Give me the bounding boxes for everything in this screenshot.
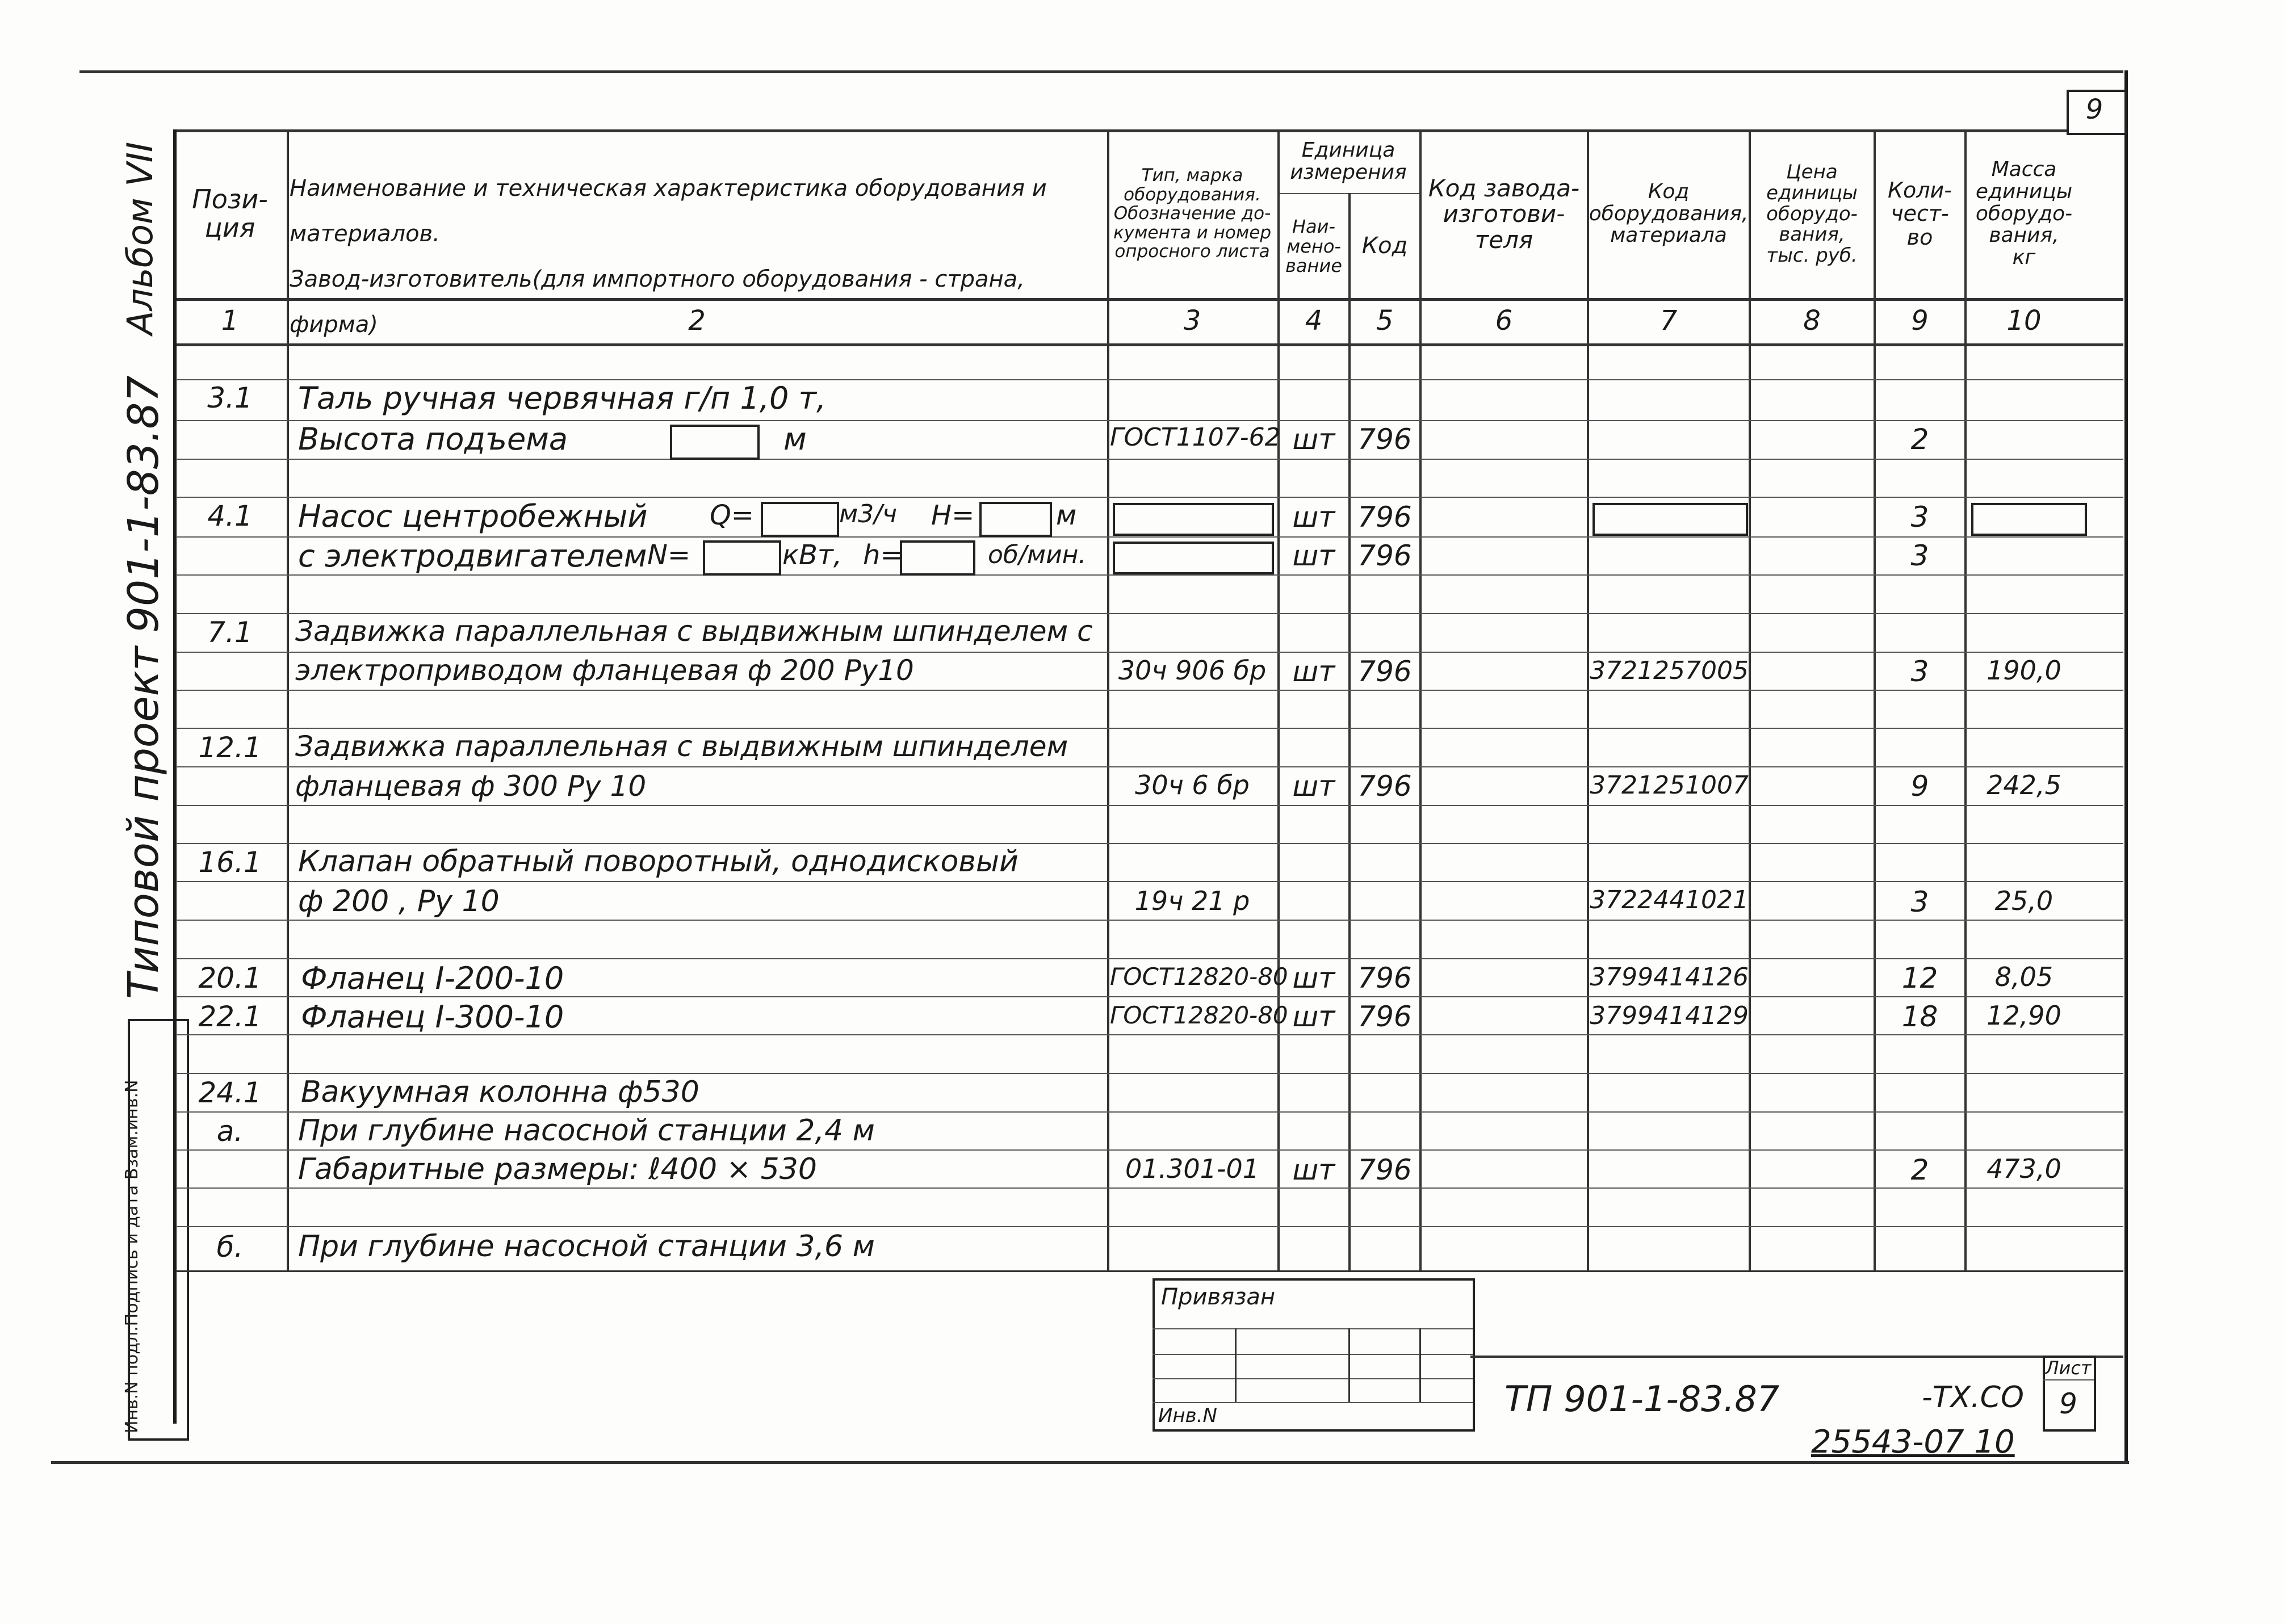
frame-bottom-line — [51, 1461, 2129, 1464]
col-line-1 — [287, 129, 289, 1270]
q-unit: м3/ч — [839, 500, 898, 528]
type-input-box — [1113, 542, 1274, 574]
rpm-input-box — [900, 540, 975, 576]
row-sep — [176, 613, 2123, 614]
row-unit-code: 796 — [1357, 1000, 1412, 1033]
document-code: ТП 901-1-83.87 — [1504, 1378, 1780, 1420]
header-type: Тип, марка оборудования. Обозначение до- кумента и номер опросного листа — [1113, 165, 1272, 262]
row-position: а. — [216, 1115, 244, 1148]
header-position: Пози- ция — [192, 184, 268, 243]
row-name: с электродвигателем — [298, 538, 647, 574]
type-input-box — [1113, 503, 1274, 536]
equipment-input-box — [1592, 503, 1748, 536]
row-sep — [176, 1187, 2123, 1189]
tb-line — [1153, 1378, 1473, 1379]
sheet-number: 9 — [2085, 94, 2103, 126]
row-name: Насос центробежный — [298, 498, 648, 534]
row-mass: 8,05 — [1994, 962, 2053, 992]
row-qty: 3 — [1910, 501, 1929, 534]
row-type: ГОСТ12820-80 — [1110, 1001, 1288, 1029]
row-equipment-code: 3721257005 — [1590, 656, 1749, 685]
row-name: При глубине насосной станции 3,6 м — [298, 1229, 875, 1264]
row-unit-code: 796 — [1357, 1153, 1412, 1186]
row-sep — [176, 766, 2123, 767]
row-name: Задвижка параллельная с выдвижным шпинделем — [295, 730, 1068, 763]
row-unit-code: 796 — [1357, 655, 1412, 688]
row-sep — [176, 728, 2123, 729]
row-unit-code: 796 — [1357, 423, 1412, 456]
row-equipment-code: 3721251007 — [1590, 771, 1749, 800]
tb-col — [1348, 1328, 1350, 1402]
row-equipment-code: 3799414126 — [1590, 963, 1749, 992]
n-label: N= — [647, 539, 691, 571]
frame-right-line — [2124, 70, 2128, 1461]
row-unit-code: 796 — [1357, 539, 1412, 572]
frame-top-line — [79, 70, 2123, 73]
inv-label: Инв.N — [1158, 1404, 1217, 1427]
row-name: Фланец I-300-10 — [301, 999, 564, 1035]
height-unit: м — [783, 421, 807, 457]
row-position: б. — [216, 1231, 244, 1264]
row-name: Габаритные размеры: ℓ400 × 530 — [298, 1152, 817, 1186]
row-qty: 2 — [1910, 423, 1929, 456]
row-qty: 3 — [1910, 539, 1929, 572]
h-input-box — [979, 502, 1052, 537]
row-sep — [176, 1149, 2123, 1151]
row-position: 4.1 — [207, 500, 253, 532]
sheet-label: Лист — [2045, 1357, 2092, 1379]
row-mass: 12,90 — [1987, 1000, 2061, 1031]
row-position: 7.1 — [207, 616, 253, 649]
album-label: Альбом VII — [119, 141, 161, 335]
tb-line — [1153, 1354, 1473, 1355]
col-line-4 — [1348, 193, 1351, 1270]
row-sep — [176, 690, 2123, 691]
row-unit: шт — [1292, 1000, 1335, 1033]
row-unit: шт — [1292, 423, 1335, 456]
row-sep — [176, 574, 2123, 576]
tb-line — [1153, 1328, 1473, 1329]
header-qty: Коли- чест- во — [1888, 178, 1952, 250]
col-line-7 — [1749, 129, 1751, 1270]
row-unit-code: 796 — [1357, 501, 1412, 534]
row-name: Таль ручная червячная г/п 1,0 т, — [298, 380, 827, 416]
col-line-9 — [1964, 129, 1967, 1270]
row-sep — [176, 805, 2123, 806]
row-sep — [176, 497, 2123, 498]
row-qty: 18 — [1901, 1000, 1938, 1033]
row-position: 12.1 — [198, 731, 262, 764]
row-position: 16.1 — [198, 846, 262, 879]
table-body-bottom — [176, 1270, 2123, 1272]
row-sep — [176, 958, 2123, 959]
document-suffix: -ТХ.СО — [1922, 1380, 2024, 1415]
col-number-8: 8 — [1803, 305, 1821, 337]
rpm-label: h= — [863, 539, 903, 571]
row-mass: 25,0 — [1994, 886, 2053, 916]
row-name: Фланец I-200-10 — [301, 960, 564, 996]
row-type: ГОСТ12820-80 — [1110, 963, 1288, 991]
row-sep — [176, 843, 2123, 844]
row-position: 22.1 — [198, 1000, 262, 1033]
col-number-4: 4 — [1305, 305, 1323, 337]
row-sep — [176, 1073, 2123, 1074]
row-name: Высота подъема — [298, 421, 568, 457]
col-number-7: 7 — [1659, 305, 1678, 337]
col-number-6: 6 — [1495, 305, 1513, 337]
row-sep — [176, 652, 2123, 653]
row-unit: шт — [1292, 501, 1335, 534]
header-mass: Масса единицы оборудо- вания, кг — [1975, 157, 2073, 270]
header-unit-name: Наи- мено- вание — [1285, 216, 1342, 277]
project-label: Типовой проект 901-1-83.87 — [119, 375, 168, 999]
col-number-1: 1 — [221, 305, 239, 337]
row-unit: шт — [1292, 539, 1335, 572]
row-name: Вакуумная колонна ф530 — [301, 1075, 699, 1109]
row-sep — [176, 459, 2123, 460]
col-number-10: 10 — [2006, 305, 2042, 337]
tb-col — [1419, 1328, 1421, 1402]
row-unit-code: 796 — [1357, 962, 1412, 994]
col-number-3: 3 — [1183, 305, 1201, 337]
archive-number: 25543-07 10 — [1811, 1424, 2015, 1461]
row-sep — [176, 996, 2123, 997]
row-sep — [176, 1226, 2123, 1227]
tb-right-top — [1470, 1356, 2123, 1358]
row-unit: шт — [1292, 655, 1335, 688]
col-number-9: 9 — [1911, 305, 1929, 337]
row-name: электроприводом фланцевая ф 200 Ру10 — [295, 654, 914, 687]
header-factory-code: Код завода- изготови- теля — [1428, 174, 1580, 254]
row-qty: 12 — [1901, 962, 1938, 994]
tb-line — [1153, 1402, 1473, 1403]
row-type: 19ч 21 р — [1134, 886, 1250, 916]
n-unit: кВт, — [782, 539, 843, 571]
row-name: Клапан обратный поворотный, однодисковый — [298, 845, 1019, 879]
bound-label: Привязан — [1161, 1284, 1276, 1310]
col-line-3 — [1277, 129, 1280, 1270]
row-type: ГОСТ1107-62 — [1110, 423, 1281, 452]
q-label: Q= — [710, 500, 754, 531]
row-sep — [176, 920, 2123, 921]
row-qty: 2 — [1910, 1153, 1929, 1186]
row-equipment-code: 3722441021 — [1590, 886, 1749, 914]
header-unit-group: Единица измерения — [1290, 138, 1407, 184]
row-unit-code: 796 — [1357, 770, 1412, 803]
row-name: При глубине насосной станции 2,4 м — [298, 1114, 875, 1148]
col-number-2: 2 — [688, 305, 706, 337]
sheet-value: 9 — [2059, 1387, 2077, 1420]
header-name: Наименование и техническая характеристика оборудования и материалов. Завод-изготовитель(для импортного оборудования - страна, фирма) — [290, 175, 1047, 338]
row-mass: 473,0 — [1987, 1153, 2061, 1184]
header-equipment-code: Код оборудования, материала — [1589, 179, 1749, 247]
row-type: 30ч 906 бр — [1118, 655, 1267, 686]
n-input-box — [703, 540, 781, 576]
row-equipment-code: 3799414129 — [1590, 1001, 1749, 1030]
col-line-2 — [1107, 129, 1109, 1270]
row-name: ф 200 , Ру 10 — [298, 884, 500, 918]
col-line-8 — [1874, 129, 1876, 1270]
approval-stamp-label: Инв.N подл.Подпись и дата Взам.инв.N — [122, 1080, 142, 1433]
row-qty: 9 — [1910, 770, 1929, 803]
row-type: 01.301-01 — [1125, 1153, 1260, 1184]
row-type: 30ч 6 бр — [1135, 770, 1250, 800]
tb-col — [1235, 1328, 1237, 1402]
height-input-box — [670, 425, 760, 460]
row-name: Задвижка параллельная с выдвижным шпинделем с — [295, 615, 1093, 648]
sheet-cell-divider — [2043, 1379, 2094, 1380]
row-sep — [176, 881, 2123, 882]
row-mass: 190,0 — [1987, 655, 2061, 686]
row-unit: шт — [1292, 1153, 1335, 1186]
row-unit: шт — [1292, 962, 1335, 994]
mass-input-box — [1971, 503, 2087, 536]
row-unit: шт — [1292, 770, 1335, 803]
q-input-box — [761, 502, 839, 537]
row-sep — [176, 1111, 2123, 1113]
h-label: H= — [931, 500, 975, 531]
header-unit-code: Код — [1361, 233, 1408, 259]
row-position: 20.1 — [198, 962, 262, 994]
row-qty: 3 — [1910, 886, 1929, 918]
row-sep — [176, 536, 2123, 538]
h-unit: м — [1056, 500, 1077, 531]
row-qty: 3 — [1910, 655, 1929, 688]
row-position: 24.1 — [198, 1076, 262, 1109]
col-number-5: 5 — [1376, 305, 1394, 337]
col-line-5 — [1419, 129, 1422, 1270]
row-position: 3.1 — [207, 381, 253, 414]
row-mass: 242,5 — [1987, 770, 2061, 800]
header-price: Цена единицы оборудо- вания, тыс. руб. — [1766, 161, 1858, 267]
row-name: фланцевая ф 300 Ру 10 — [295, 770, 647, 803]
rpm-unit: об/мин. — [988, 540, 1087, 569]
col-line-6 — [1587, 129, 1589, 1270]
